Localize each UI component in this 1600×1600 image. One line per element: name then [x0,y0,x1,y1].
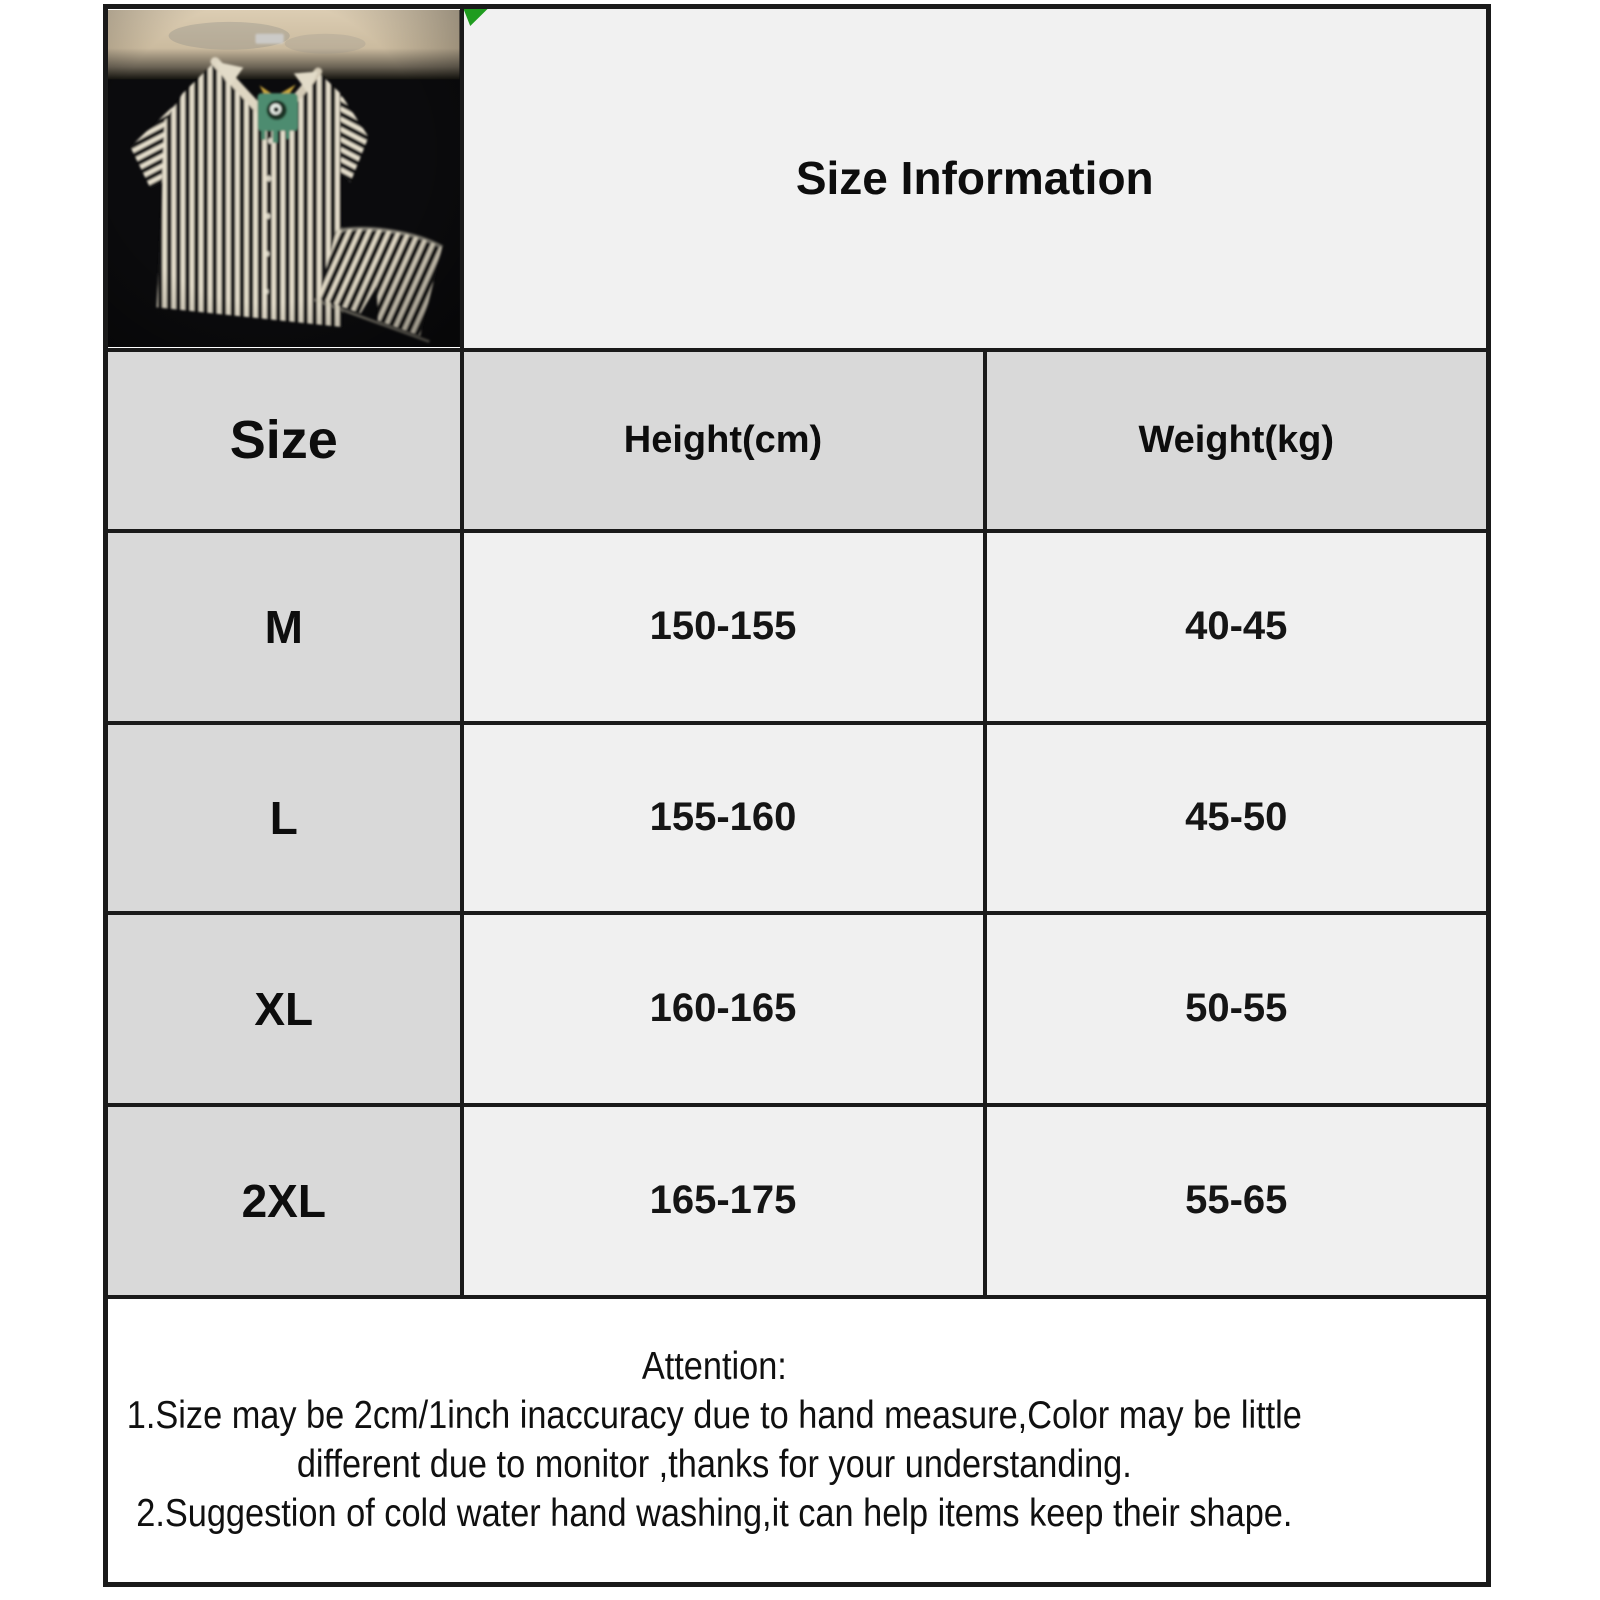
row-xl-weight-value: 50-55 [985,913,1489,1105]
attention-heading: Attention: [641,1345,787,1389]
table-row [106,531,1489,723]
product-photo-cell [106,7,462,350]
attention-line: different due to monitor ,thanks for your understanding. [296,1443,1132,1487]
table-row [106,723,1489,913]
page-title: Size Information [795,152,1154,205]
attention-line: 1.Size may be 2cm/1inch inaccuracy due to hand measure,Color may be little [126,1394,1302,1438]
row-l-height-value: 155-160 [462,723,985,913]
green-triangle-icon [464,9,488,26]
row-m-size-label: M [106,531,462,723]
row-xl-height-value: 160-165 [462,913,985,1105]
size-information-header-cell [462,7,1489,350]
column-header-weight: Weight(kg) [985,350,1489,531]
row-m-weight-value: 40-45 [985,531,1489,723]
column-header-size: Size [106,350,462,531]
product-photo [108,10,460,347]
striped-pajama-photo-illustration [108,10,460,347]
table-row [106,913,1489,1105]
size-information-table [103,4,1491,1587]
row-m-height-value: 150-155 [462,531,985,723]
column-header-height: Height(cm) [462,350,985,531]
attention-line: 2.Suggestion of cold water hand washing,it can help items keep their shape. [136,1492,1293,1536]
row-xl-size-label: XL [106,913,462,1105]
row-l-size-label: L [106,723,462,913]
table-row [106,1105,1489,1297]
attention-note-cell [106,1297,1489,1585]
row-2xl-height-value: 165-175 [462,1105,985,1297]
row-l-weight-value: 45-50 [985,723,1489,913]
row-2xl-weight-value: 55-65 [985,1105,1489,1297]
row-2xl-size-label: 2XL [106,1105,462,1297]
